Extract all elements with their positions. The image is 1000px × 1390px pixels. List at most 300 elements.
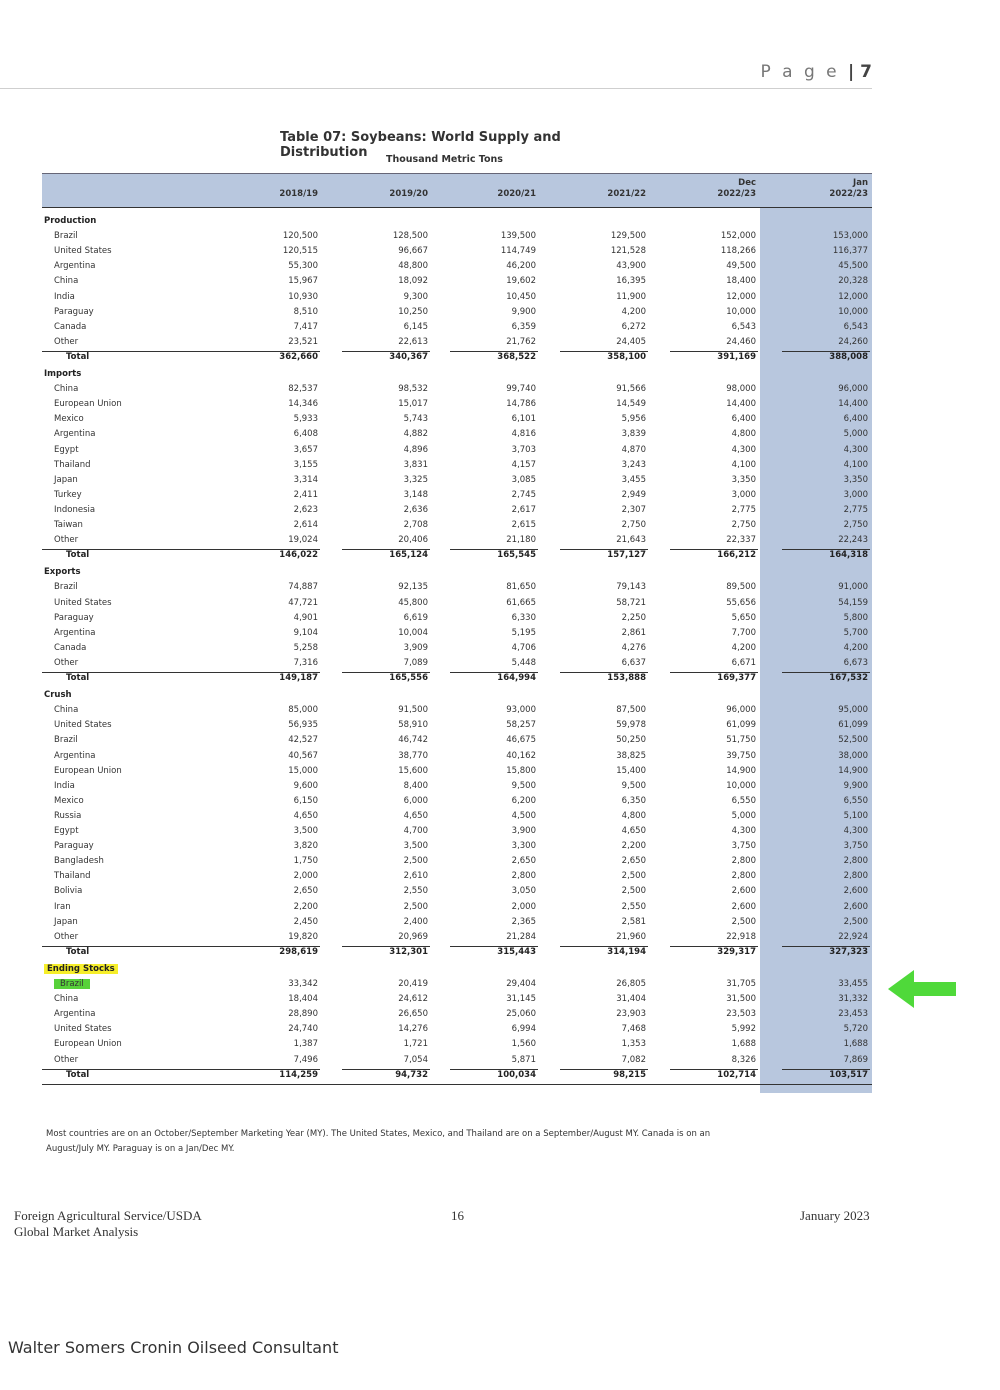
table-cell: 14,346 (288, 399, 318, 410)
table-cell: 23,453 (838, 1009, 868, 1020)
total-cell: 98,215 (613, 1069, 646, 1080)
row-label-text: Other (54, 336, 79, 347)
table-cell: 2,617 (511, 504, 536, 515)
table-cell: 5,933 (293, 414, 318, 425)
table-cell: 129,500 (610, 231, 646, 242)
table-cell: 89,500 (726, 582, 756, 593)
table-cell: 2,500 (621, 871, 646, 882)
table-cell: 5,956 (621, 414, 646, 425)
table-cell: 4,100 (731, 459, 756, 470)
table-cell: 2,307 (621, 504, 646, 515)
table-cell: 8,510 (293, 306, 318, 317)
row-label-text: United States (54, 1024, 112, 1035)
table-cell: 48,800 (398, 261, 428, 272)
page-header: P a g e | 7 (0, 62, 872, 89)
table-cell: 2,949 (621, 489, 646, 500)
column-header (798, 178, 868, 200)
table-cell: 5,700 (843, 627, 868, 638)
row-label-text: Argentina (54, 1009, 96, 1020)
table-cell: 19,024 (288, 535, 318, 546)
table-cell: 120,515 (282, 246, 318, 257)
section-heading-label: Production (44, 216, 97, 226)
row-label (54, 244, 112, 259)
table-cell: 51,750 (726, 735, 756, 746)
row-label-text: Taiwan (54, 520, 83, 530)
total-cell: 153,888 (607, 673, 646, 683)
section-heading-label: Exports (44, 567, 81, 578)
row-label-text: Paraguay (54, 612, 94, 623)
table-cell: 45,800 (398, 597, 428, 608)
table-cell: 3,500 (293, 826, 318, 836)
table-cell: 21,762 (506, 336, 536, 347)
table-cell: 98,000 (726, 384, 756, 395)
table-cell: 3,750 (843, 841, 868, 852)
table-cell: 6,671 (731, 657, 756, 668)
table-cell: 47,721 (288, 597, 318, 608)
footer-date: January 2023 (800, 1208, 870, 1223)
row-label-text: Brazil (54, 735, 78, 746)
total-cell: 368,522 (497, 351, 536, 362)
row-label-text: Canada (54, 642, 87, 653)
row-label (54, 473, 78, 488)
table-cell: 87,500 (616, 705, 646, 716)
table-cell: 4,901 (293, 612, 318, 623)
table-cell: 4,800 (731, 429, 756, 440)
table-cell: 2,614 (293, 520, 318, 530)
table-cell: 6,330 (511, 612, 536, 623)
row-label (54, 915, 78, 930)
total-label: Total (66, 673, 90, 683)
table-cell: 120,500 (282, 231, 318, 242)
row-label (54, 1037, 122, 1052)
row-label-text: Argentina (54, 261, 96, 272)
table-cell: 43,900 (616, 261, 646, 272)
table-cell: 39,750 (726, 750, 756, 761)
table-cell: 61,099 (726, 720, 756, 731)
row-label-text: Other (54, 1054, 79, 1065)
row-label (54, 320, 86, 335)
table-cell: 10,000 (726, 780, 756, 791)
table-cell: 25,060 (506, 1009, 536, 1020)
table-cell: 3,500 (403, 841, 428, 852)
footnote: Most countries are on an October/September Marketing Year (MY). The United States, Mexico, and Thailand are on a September/August MY. Canada is on an August/July MY. Paraguay is on a Jan/Dec MY. (46, 1129, 711, 1154)
table-cell: 5,800 (843, 612, 868, 623)
table-cell: 5,871 (511, 1054, 536, 1065)
table-cell: 15,600 (398, 765, 428, 776)
table-cell: 2,800 (731, 856, 756, 867)
row-label (54, 503, 95, 518)
section-heading-label: Crush (44, 690, 72, 701)
table-cell: 22,613 (398, 336, 428, 347)
table-cell: 10,000 (838, 306, 868, 317)
footer-org-line1: Foreign Agricultural Service/USDA (14, 1208, 202, 1223)
column-header-year: 2022/23 (717, 189, 756, 199)
table-cell: 6,400 (731, 414, 756, 425)
table-cell: 14,400 (726, 399, 756, 410)
table-cell: 5,720 (843, 1024, 868, 1035)
table-cell: 4,500 (511, 810, 536, 821)
table-cell: 3,243 (621, 459, 646, 470)
table-cell: 93,000 (506, 705, 536, 716)
row-label-text: United States (54, 246, 112, 257)
table-cell: 2,500 (621, 886, 646, 897)
table-cell: 2,800 (731, 871, 756, 882)
table-cell: 54,159 (838, 597, 868, 608)
total-cell: 164,994 (497, 673, 536, 683)
table-cell: 9,104 (293, 627, 318, 638)
row-label (54, 718, 112, 733)
table-cell: 4,870 (621, 444, 646, 455)
total-cell: 102,714 (717, 1069, 756, 1080)
row-label (54, 641, 86, 656)
table-cell: 45,500 (838, 261, 868, 272)
row-label-text: Japan (54, 474, 78, 485)
table-cell: 5,195 (511, 627, 536, 638)
table-cell: 14,900 (726, 765, 756, 776)
table-cell: 10,450 (506, 291, 536, 302)
total-cell: 340,367 (389, 351, 428, 362)
table-cell: 4,276 (621, 642, 646, 653)
table-cell: 3,050 (511, 886, 536, 897)
row-label (54, 626, 95, 641)
table-cell: 10,930 (288, 291, 318, 302)
table-cell: 14,786 (506, 399, 536, 410)
table-cell: 14,549 (616, 399, 646, 410)
table-cell: 3,839 (621, 429, 646, 440)
table-cell: 6,550 (731, 795, 756, 806)
table-cell: 2,800 (511, 871, 536, 882)
row-label (54, 1053, 78, 1068)
table-cell: 98,532 (398, 384, 428, 395)
table-cell: 96,000 (726, 705, 756, 716)
table-cell: 7,089 (403, 657, 428, 668)
row-label-text: Thailand (54, 459, 91, 470)
total-cell: 167,532 (829, 673, 868, 683)
table-cell: 2,365 (511, 916, 536, 927)
table-cell: 6,550 (843, 795, 868, 806)
column-header-year: 2022/23 (829, 189, 868, 199)
row-label-text: Mexico (54, 795, 84, 806)
column-header-year: 2018/19 (279, 189, 318, 199)
total-cell: 327,323 (829, 946, 868, 957)
row-label (54, 596, 112, 611)
row-label (54, 824, 79, 839)
row-label (54, 884, 82, 899)
table-cell: 22,924 (838, 931, 868, 942)
table-cell: 22,918 (726, 931, 756, 942)
row-label (54, 977, 90, 992)
table-cell: 74,887 (288, 582, 318, 593)
table-cell: 2,650 (293, 886, 318, 897)
table-cell: 1,353 (621, 1039, 646, 1050)
table-title: Table 07: Soybeans: World Supply and Distribution (280, 130, 561, 160)
section-heading (44, 565, 81, 580)
row-label (54, 259, 95, 274)
table-cell: 20,406 (398, 535, 428, 546)
table-cell: 2,411 (293, 489, 318, 500)
table-cell: 4,700 (403, 826, 428, 836)
total-cell: 166,212 (717, 550, 756, 561)
total-cell: 315,443 (497, 946, 536, 957)
total-cell: 94,732 (395, 1069, 428, 1080)
row-label-text: Brazil (54, 582, 78, 593)
table-cell: 19,820 (288, 931, 318, 942)
table-cell: 58,721 (616, 597, 646, 608)
table-cell: 1,688 (843, 1039, 868, 1050)
total-cell: 169,377 (717, 673, 756, 683)
table-cell: 7,316 (293, 657, 318, 668)
row-label-text: China (54, 384, 79, 395)
table-cell: 2,600 (843, 901, 868, 912)
column-header (576, 178, 646, 200)
table-cell: 20,969 (398, 931, 428, 942)
table-cell: 2,500 (843, 916, 868, 927)
table-cell: 116,377 (832, 246, 868, 257)
table-cell: 18,404 (288, 994, 318, 1005)
table-cell: 5,650 (731, 612, 756, 623)
row-label-text: Russia (54, 810, 82, 821)
row-label-text: Other (54, 657, 79, 668)
table-cell: 11,900 (616, 291, 646, 302)
row-label (54, 427, 95, 442)
table-cell: 6,359 (511, 321, 536, 332)
row-label (54, 900, 71, 915)
table-cell: 7,417 (293, 321, 318, 332)
row-label (54, 229, 78, 244)
table-cell: 15,400 (616, 765, 646, 776)
table-cell: 2,200 (293, 901, 318, 912)
table-cell: 2,000 (511, 901, 536, 912)
table-cell: 38,825 (616, 750, 646, 761)
table-cell: 19,602 (506, 276, 536, 287)
row-label-text: India (54, 291, 75, 302)
table-cell: 2,775 (731, 504, 756, 515)
table-cell: 2,500 (403, 901, 428, 912)
row-label-text: India (54, 780, 75, 791)
row-label-text: Egypt (54, 444, 79, 455)
table-cell: 8,326 (731, 1054, 756, 1065)
total-cell: 157,127 (607, 550, 646, 561)
column-header-month (248, 178, 318, 189)
table-cell: 2,200 (621, 841, 646, 852)
table-cell: 14,400 (838, 399, 868, 410)
table-cell: 23,903 (616, 1009, 646, 1020)
row-label (54, 703, 78, 718)
table-cell: 85,000 (288, 705, 318, 716)
table-cell: 14,900 (838, 765, 868, 776)
table-cell: 4,650 (621, 826, 646, 836)
table-cell: 2,550 (403, 886, 428, 897)
table-cell: 31,332 (838, 994, 868, 1005)
table-cell: 2,750 (731, 520, 756, 530)
table-cell: 58,910 (398, 720, 428, 731)
row-label-text: Argentina (54, 429, 96, 440)
row-label (54, 1007, 95, 1022)
column-header (686, 178, 756, 200)
table-cell: 24,612 (398, 994, 428, 1005)
row-label (54, 764, 122, 779)
table-cell: 3,820 (293, 841, 318, 852)
table-cell: 18,400 (726, 276, 756, 287)
table-cell: 56,935 (288, 720, 318, 731)
table-cell: 7,869 (843, 1054, 868, 1065)
table-cell: 52,500 (838, 735, 868, 746)
table-cell: 2,400 (403, 916, 428, 927)
table-cell: 16,395 (616, 276, 646, 287)
row-label-text: China (54, 276, 79, 287)
table-cell: 6,637 (621, 657, 646, 668)
table-cell: 26,650 (398, 1009, 428, 1020)
column-header-year: 2021/22 (607, 189, 646, 199)
table-cell: 5,992 (731, 1024, 756, 1035)
row-label (54, 382, 78, 397)
table-cell: 2,800 (843, 871, 868, 882)
total-cell: 298,619 (279, 946, 318, 957)
row-label-text: Mexico (54, 414, 84, 425)
table-cell: 3,148 (403, 489, 428, 500)
table-cell: 9,600 (293, 780, 318, 791)
total-label: Total (66, 351, 90, 362)
row-label-text: European Union (54, 765, 122, 776)
total-cell: 165,124 (389, 550, 428, 561)
row-label-text: China (54, 705, 79, 716)
table-cell: 24,740 (288, 1024, 318, 1035)
table-cell: 5,100 (843, 810, 868, 821)
table-cell: 2,450 (293, 916, 318, 927)
table-cell: 3,350 (731, 474, 756, 485)
column-header-year: 2019/20 (389, 189, 428, 199)
table-cell: 2,600 (843, 886, 868, 897)
total-cell: 391,169 (717, 351, 756, 362)
table-cell: 4,200 (731, 642, 756, 653)
row-label (54, 930, 78, 945)
section-heading (44, 688, 72, 703)
row-label (54, 397, 122, 412)
table-cell: 4,200 (843, 642, 868, 653)
column-header-year: 2020/21 (497, 189, 536, 199)
total-label: Total (66, 550, 90, 561)
table-cell: 23,503 (726, 1009, 756, 1020)
table-cell: 10,000 (726, 306, 756, 317)
table-cell: 31,500 (726, 994, 756, 1005)
row-label (54, 412, 84, 427)
table-cell: 2,600 (731, 901, 756, 912)
table-cell: 3,325 (403, 474, 428, 485)
table-cell: 1,387 (293, 1039, 318, 1050)
row-label (54, 779, 75, 794)
row-label (54, 809, 81, 824)
total-cell: 329,317 (717, 946, 756, 957)
row-label (54, 656, 78, 671)
table-cell: 4,200 (621, 306, 646, 317)
table-cell: 5,743 (403, 414, 428, 425)
table-cell: 7,700 (731, 627, 756, 638)
row-label (54, 458, 91, 473)
table-cell: 2,800 (843, 856, 868, 867)
table-cell: 33,342 (288, 979, 318, 989)
table-cell: 22,243 (838, 535, 868, 546)
table-unit: Thousand Metric Tons (386, 154, 503, 165)
table-cell: 6,619 (403, 612, 428, 623)
table-cell: 4,300 (843, 444, 868, 455)
table-cell: 21,284 (506, 931, 536, 942)
table-cell: 20,328 (838, 276, 868, 287)
table-cell: 91,500 (398, 705, 428, 716)
column-header-month: Dec (738, 178, 756, 188)
section-heading-label: Ending Stocks (44, 964, 118, 974)
table-cell: 81,650 (506, 582, 536, 593)
row-label-text: Argentina (54, 627, 96, 638)
table-cell: 9,300 (403, 291, 428, 302)
section-heading (44, 367, 81, 382)
table-cell: 2,745 (511, 489, 536, 500)
table-bottom-rule (42, 1084, 872, 1085)
table-cell: 3,455 (621, 474, 646, 485)
table-cell: 4,300 (843, 826, 868, 836)
table-cell: 23,521 (288, 336, 318, 347)
table-cell: 58,257 (506, 720, 536, 731)
row-label-text: Brazil (54, 231, 78, 242)
table-cell: 61,099 (838, 720, 868, 731)
table-cell: 24,405 (616, 336, 646, 347)
table-cell: 2,650 (621, 856, 646, 867)
table-cell: 3,909 (403, 642, 428, 653)
row-label-text: Bolivia (54, 886, 83, 897)
table-cell: 82,537 (288, 384, 318, 395)
table-cell: 55,656 (726, 597, 756, 608)
table-cell: 6,400 (843, 414, 868, 425)
table-cell: 96,000 (838, 384, 868, 395)
table-cell: 6,543 (731, 321, 756, 332)
table-cell: 6,994 (511, 1024, 536, 1035)
table-cell: 5,000 (731, 810, 756, 821)
row-label-text: Egypt (54, 826, 79, 836)
column-header (466, 178, 536, 200)
row-label (54, 335, 78, 350)
column-header-month: Jan (853, 178, 868, 188)
table-cell: 21,180 (506, 535, 536, 546)
table-cell: 6,000 (403, 795, 428, 806)
section-heading (44, 214, 96, 229)
row-label (54, 518, 83, 533)
row-label (54, 992, 78, 1007)
total-cell: 149,187 (279, 673, 318, 683)
table-cell: 2,000 (293, 871, 318, 882)
table-cell: 7,054 (403, 1054, 428, 1065)
table-cell: 153,000 (832, 231, 868, 242)
table-cell: 55,300 (288, 261, 318, 272)
table-cell: 24,460 (726, 336, 756, 347)
row-label-text: Indonesia (54, 504, 96, 515)
table-cell: 4,300 (731, 826, 756, 836)
row-label-text: Brazil (54, 979, 90, 989)
table-cell: 7,496 (293, 1054, 318, 1065)
column-header-month (358, 178, 428, 189)
table-cell: 5,258 (293, 642, 318, 653)
table-cell: 4,650 (293, 810, 318, 821)
table-cell: 6,543 (843, 321, 868, 332)
row-label-text: Bangladesh (54, 856, 104, 867)
row-label-text: Other (54, 931, 79, 942)
table-cell: 59,978 (616, 720, 646, 731)
table-cell: 6,150 (293, 795, 318, 806)
row-label-text: Japan (54, 916, 78, 927)
row-label (54, 733, 78, 748)
table-cell: 2,550 (621, 901, 646, 912)
total-cell: 165,545 (497, 550, 536, 561)
section-heading (44, 962, 118, 977)
table-cell: 61,665 (506, 597, 536, 608)
